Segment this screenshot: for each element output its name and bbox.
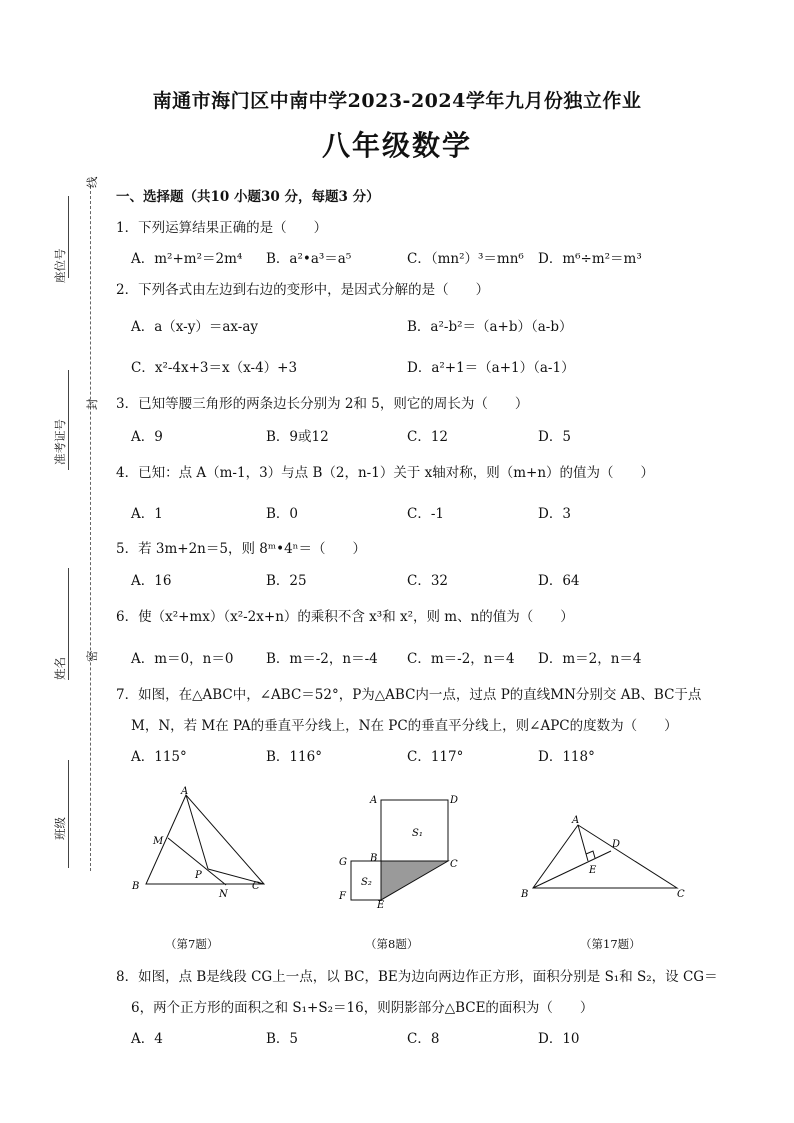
q8-option-c: C．8 xyxy=(407,1031,440,1047)
q7-option-a: A．115° xyxy=(131,749,187,765)
fig8-label-g: G xyxy=(339,857,347,868)
fig17-label-a: A xyxy=(572,815,580,826)
q4-stem: 4．已知：点 A（m-1，3）与点 B（2，n-1）关于 x轴对称，则（m+n）的值为（ ） xyxy=(116,465,655,481)
seat-label: 座位号 xyxy=(53,248,67,283)
figure-8-diagram xyxy=(335,785,465,910)
seal-mark-line: 线 xyxy=(85,176,99,188)
binding-dashed-line xyxy=(90,186,91,871)
section-heading: 一、选择题（共10 小题30 分，每题3 分） xyxy=(116,189,380,205)
class-label: 班级 xyxy=(53,817,67,840)
q3-option-c: C．12 xyxy=(407,429,449,445)
fig17-label-c: C xyxy=(677,889,685,900)
fig7-segment-pa xyxy=(186,795,208,869)
q5-option-b: B．25 xyxy=(266,573,307,589)
q4-option-a: A．1 xyxy=(131,506,163,522)
name-underline xyxy=(68,568,69,680)
school-title: 南通市海门区中南中学2023-2024学年九月份独立作业 xyxy=(152,90,642,112)
q7-stem-line1: 7．如图，在△ABC中，∠ABC＝52°，P为△ABC内一点，过点 P的直线MN分别交 AB、BC于点 xyxy=(116,687,702,703)
q2-option-c: C．x²-4x+3＝x（x-4）+3 xyxy=(131,360,298,376)
q1-stem: 1．下列运算结果正确的是（ ） xyxy=(116,220,328,236)
figure-17-caption: （第17题） xyxy=(580,937,641,951)
q3-option-b: B．9或12 xyxy=(266,429,329,445)
fig7-label-n: N xyxy=(219,889,228,900)
fig8-shaded-triangle-bce xyxy=(381,861,448,900)
fig7-triangle-abc xyxy=(146,795,264,884)
q7-option-c: C．117° xyxy=(407,749,464,765)
q8-stem-line1: 8．如图，点 B是线段 CG上一点，以 BC，BE为边向两边作正方形，面积分别是 S₁和 S₂，设 CG＝ xyxy=(116,969,718,985)
fig17-label-b: B xyxy=(521,889,529,900)
fig8-label-b: B xyxy=(370,853,378,864)
exam-no-label: 准考证号 xyxy=(53,419,67,465)
seat-underline xyxy=(68,196,69,278)
q8-option-d: D．10 xyxy=(538,1031,580,1047)
seal-mark-seal: 封 xyxy=(85,398,99,410)
fig7-label-m: M xyxy=(153,836,164,847)
fig8-label-d: D xyxy=(450,795,459,806)
q4-option-c: C．-1 xyxy=(407,506,444,522)
q2-option-b: B．a²-b²＝（a+b）（a-b） xyxy=(407,319,573,335)
exam-no-underline xyxy=(68,370,69,470)
fig7-label-c: C xyxy=(252,881,260,892)
q4-option-b: B．0 xyxy=(266,506,299,522)
name-label: 姓名 xyxy=(53,657,67,680)
q5-option-a: A．16 xyxy=(131,573,172,589)
q3-stem: 3．已知等腰三角形的两条边长分别为 2和 5，则它的周长为（ ） xyxy=(116,396,529,412)
q5-option-d: D．64 xyxy=(538,573,580,589)
q5-option-c: C．32 xyxy=(407,573,449,589)
q3-option-d: D．5 xyxy=(538,429,571,445)
q6-option-d: D．m＝2，n＝4 xyxy=(538,651,642,667)
q2-option-d: D．a²+1＝（a+1）（a-1） xyxy=(407,360,575,376)
fig17-triangle-abc xyxy=(533,825,677,888)
fig7-label-b: B xyxy=(132,881,140,892)
figure-17-diagram xyxy=(515,805,695,905)
q2-option-a: A．a（x-y）＝ax-ay xyxy=(131,319,259,335)
fig17-label-d: D xyxy=(612,839,621,850)
figure-7-diagram xyxy=(125,785,275,905)
figure-8-caption: （第8题） xyxy=(365,937,419,951)
q8-stem-line2: 6，两个正方形的面积之和 S₁+S₂＝16，则阴影部分△BCE的面积为（ ） xyxy=(131,1000,594,1016)
fig8-label-c: C xyxy=(450,859,458,870)
q8-option-a: A．4 xyxy=(131,1031,163,1047)
q8-option-b: B．5 xyxy=(266,1031,299,1047)
fig8-label-e: E xyxy=(377,900,385,910)
fig7-label-p: P xyxy=(195,870,202,881)
q1-option-b: B．a²•a³＝a⁵ xyxy=(266,251,352,267)
q6-option-c: C．m＝-2，n＝4 xyxy=(407,651,515,667)
q6-option-b: B．m＝-2，n＝-4 xyxy=(266,651,378,667)
figure-7-caption: （第7题） xyxy=(165,937,219,951)
fig17-segment-bd xyxy=(533,851,611,888)
q5-stem: 5．若 3m+2n＝5，则 8ᵐ•4ⁿ＝（ ） xyxy=(116,541,367,557)
q1-option-a: A．m²+m²＝2m⁴ xyxy=(131,251,243,267)
fig8-label-a: A xyxy=(370,795,378,806)
fig8-label-f: F xyxy=(339,891,346,902)
seal-mark-secret: 密 xyxy=(85,650,99,662)
q6-stem: 6．使（x²+mx）（x²-2x+n）的乘积不含 x³和 x²，则 m、n的值为（ ） xyxy=(116,609,574,625)
subject-title: 八年级数学 xyxy=(321,129,472,162)
fig8-label-s2: S₂ xyxy=(361,877,372,888)
class-underline xyxy=(68,760,69,868)
q4-option-d: D．3 xyxy=(538,506,571,522)
q7-option-d: D．118° xyxy=(538,749,595,765)
fig7-label-a: A xyxy=(181,786,189,797)
fig17-label-e: E xyxy=(589,865,597,876)
q6-option-a: A．m＝0，n＝0 xyxy=(131,651,234,667)
fig8-label-s1: S₁ xyxy=(412,828,423,839)
q2-stem: 2．下列各式由左边到右边的变形中，是因式分解的是（ ） xyxy=(116,282,490,298)
q7-stem-line2: M，N，若 M在 PA的垂直平分线上，N在 PC的垂直平分线上，则∠APC的度数为（ ） xyxy=(131,718,678,734)
q3-option-a: A．9 xyxy=(131,429,163,445)
q7-option-b: B．116° xyxy=(266,749,322,765)
q1-option-d: D．m⁶÷m²＝m³ xyxy=(538,251,642,267)
q1-option-c: C．（mn²）³＝mn⁶ xyxy=(407,251,524,267)
